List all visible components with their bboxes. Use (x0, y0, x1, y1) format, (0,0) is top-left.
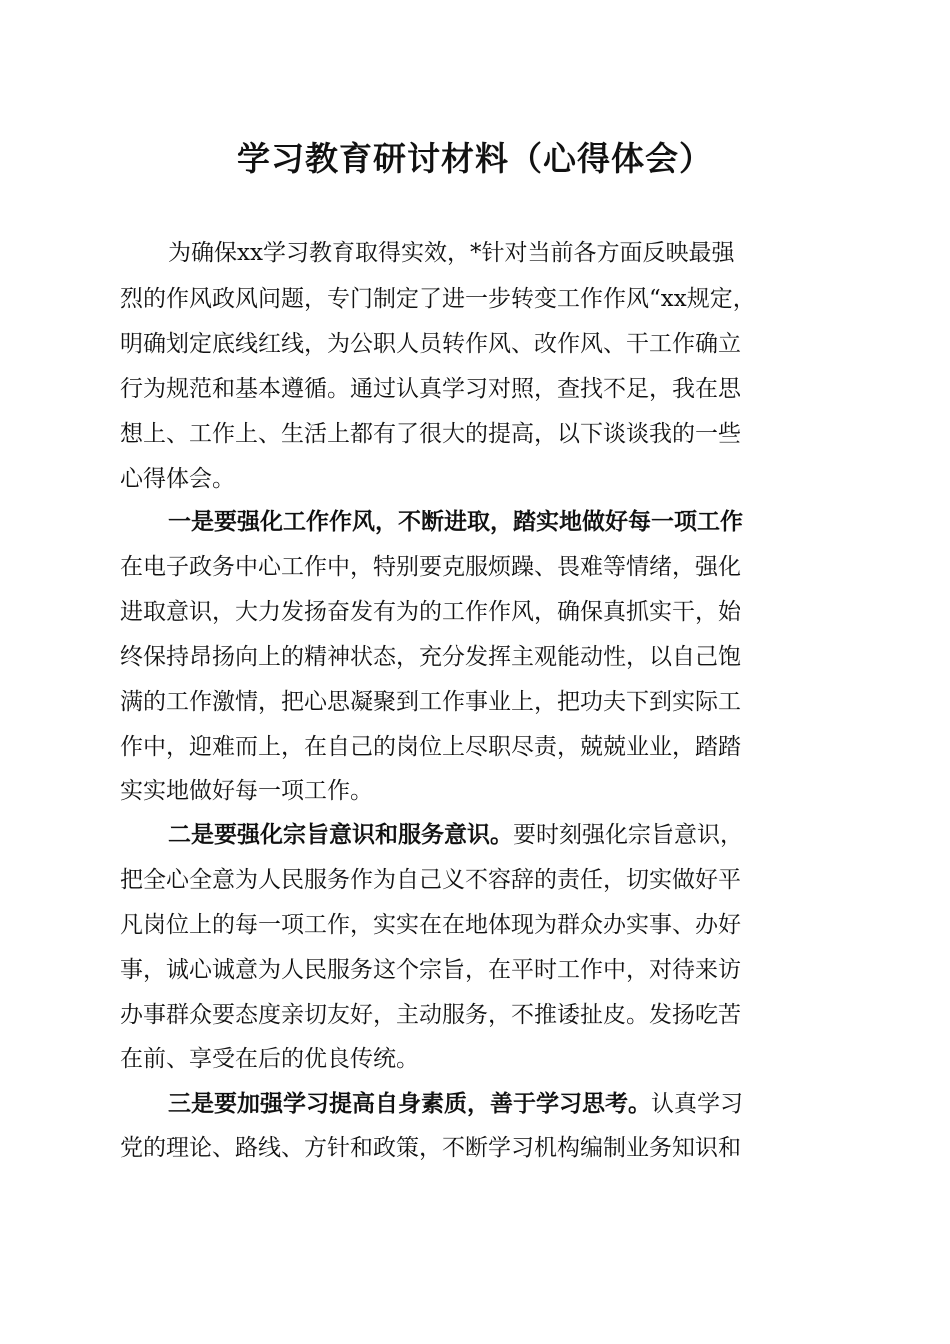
paragraph-1-line-4: 行为规范和基本遵循。通过认真学习对照，查找不足，我在思 (120, 376, 741, 402)
paragraph-1-line-5: 想上、工作上、生活上都有了很大的提高，以下谈谈我的一些 (120, 421, 741, 447)
paragraph-3-line-4: 办事群众要态度亲切友好，主动服务，不推诿扯皮。发扬吃苦 (120, 1002, 741, 1028)
paragraph-3-lead: 二是要强化宗旨意识和服务意识。 (168, 821, 513, 848)
paragraph-1-line-3: 明确划定底线红线，为公职人员转作风、改作风、干工作确立 (120, 331, 741, 357)
paragraph-4-line-1: 党的理论、路线、方针和政策，不断学习机构编制业务知识和 (120, 1135, 741, 1161)
document-title: 学习教育研讨材料（心得体会） (237, 139, 713, 178)
paragraph-3-line-3: 事，诚心诚意为人民服务这个宗旨，在平时工作中，对待来访 (120, 957, 741, 983)
paragraph-4-lead: 三是要加强学习提高自身素质，善于学习思考。 (168, 1090, 651, 1117)
paragraph-2-line-2: 进取意识，大力发扬奋发有为的工作作风，确保真抓实干，始 (120, 599, 741, 625)
paragraph-2-line-3: 终保持昂扬向上的精神状态，充分发挥主观能动性，以自己饱 (120, 644, 741, 670)
paragraph-3-line-1: 把全心全意为人民服务作为自己义不容辞的责任，切实做好平 (120, 867, 741, 893)
paragraph-3-line-2: 凡岗位上的每一项工作，实实在在地体现为群众办实事、办好 (120, 912, 741, 938)
paragraph-2-line-5: 作中，迎难而上，在自己的岗位上尽职尽责，兢兢业业，踏踏 (120, 734, 741, 760)
paragraph-2-line-1: 在电子政务中心工作中，特别要克服烦躁、畏难等情绪，强化 (120, 554, 741, 580)
paragraph-1-line-6: 心得体会。 (120, 466, 235, 492)
paragraph-3-lead-rest: 要时刻强化宗旨意识， (513, 822, 743, 848)
paragraph-2-line-6: 实实地做好每一项工作。 (120, 778, 373, 804)
paragraph-3-line-5: 在前、享受在后的优良传统。 (120, 1046, 419, 1072)
paragraph-4-first-line (168, 1089, 832, 1119)
paragraph-2-line-4: 满的工作激情，把心思凝聚到工作事业上，把功夫下到实际工 (120, 689, 741, 715)
paragraph-1-line-2: 烈的作风政风问题，专门制定了进一步转变工作作风“xx规定， (120, 286, 756, 312)
paragraph-2-lead: 一是要强化工作作风，不断进取，踏实地做好每一项工作 (168, 508, 743, 535)
paragraph-1-line-1: 为确保xx学习教育取得实效，*针对当前各方面反映最强 (168, 240, 735, 266)
paragraph-4-lead-rest: 认真学习 (651, 1091, 743, 1117)
paragraph-3-first-line (168, 820, 832, 850)
